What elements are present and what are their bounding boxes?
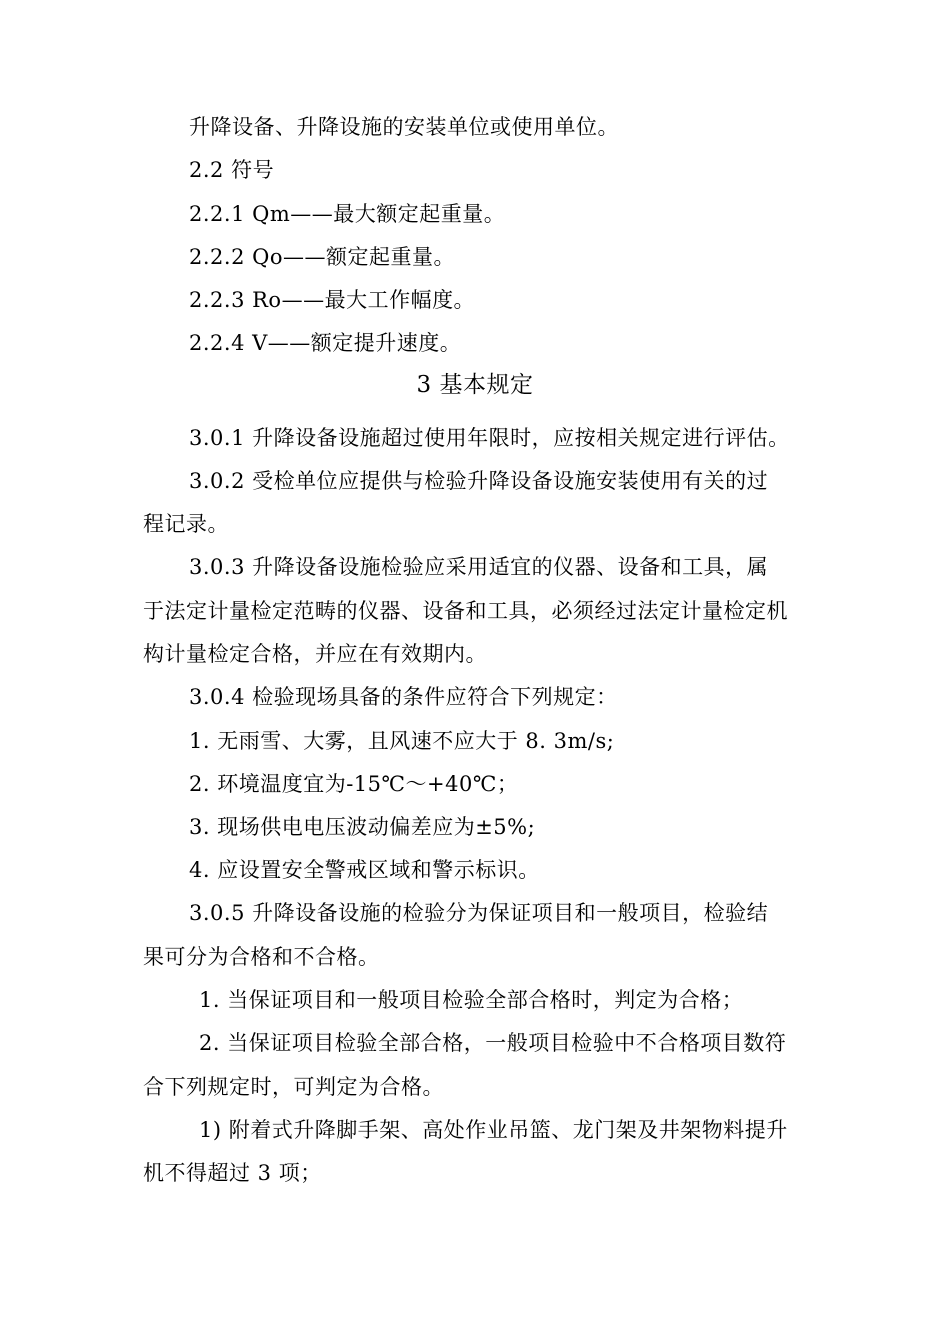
text-line: 3.0.1 升降设备设施超过使用年限时，应按相关规定进行评估。	[189, 426, 790, 450]
list-item: 2. 环境温度宜为-15℃～+40℃；	[189, 772, 519, 796]
list-item: 4. 应设置安全警戒区域和警示标识。	[189, 858, 540, 882]
text-line: 构计量检定合格，并应在有效期内。	[143, 642, 487, 666]
text-line: 合下列规定时，可判定为合格。	[143, 1075, 444, 1099]
text-line: 2.2.1 Qm——最大额定起重量。	[189, 202, 506, 226]
text-line: 2.2.4 V——额定提升速度。	[189, 331, 462, 355]
text-line: 升降设备、升降设施的安装单位或使用单位。	[189, 115, 619, 139]
chapter-heading: 3 基本规定	[416, 372, 534, 398]
text-line: 2.2.2 Qo——额定起重量。	[189, 245, 455, 269]
text-line: 3.0.3 升降设备设施检验应采用适宜的仪器、设备和工具，属	[189, 555, 769, 579]
text-line: 2.2.3 Ro——最大工作幅度。	[189, 288, 476, 312]
text-line: 3.0.5 升降设备设施的检验分为保证项目和一般项目，检验结	[189, 901, 769, 925]
text-line: 3.0.2 受检单位应提供与检验升降设备设施安装使用有关的过	[189, 469, 769, 493]
text-line: 机不得超过 3 项；	[143, 1161, 322, 1185]
section-heading: 2.2 符号	[189, 158, 275, 182]
list-item: 2. 当保证项目检验全部合格，一般项目检验中不合格项目数符	[199, 1031, 787, 1055]
list-item: 1. 当保证项目和一般项目检验全部合格时，判定为合格；	[199, 988, 744, 1012]
text-line: 3.0.4 检验现场具备的条件应符合下列规定：	[189, 685, 618, 709]
text-line: 于法定计量检定范畴的仪器、设备和工具，必须经过法定计量检定机	[143, 599, 788, 623]
list-item: 3. 现场供电电压波动偏差应为±5%;	[189, 815, 536, 839]
text-line: 果可分为合格和不合格。	[143, 945, 380, 969]
list-item: 1. 无雨雪、大雾，且风速不应大于 8. 3m/s;	[189, 729, 615, 753]
list-item: 1) 附着式升降脚手架、高处作业吊篮、龙门架及井架物料提升	[199, 1118, 788, 1142]
text-line: 程记录。	[143, 512, 229, 536]
